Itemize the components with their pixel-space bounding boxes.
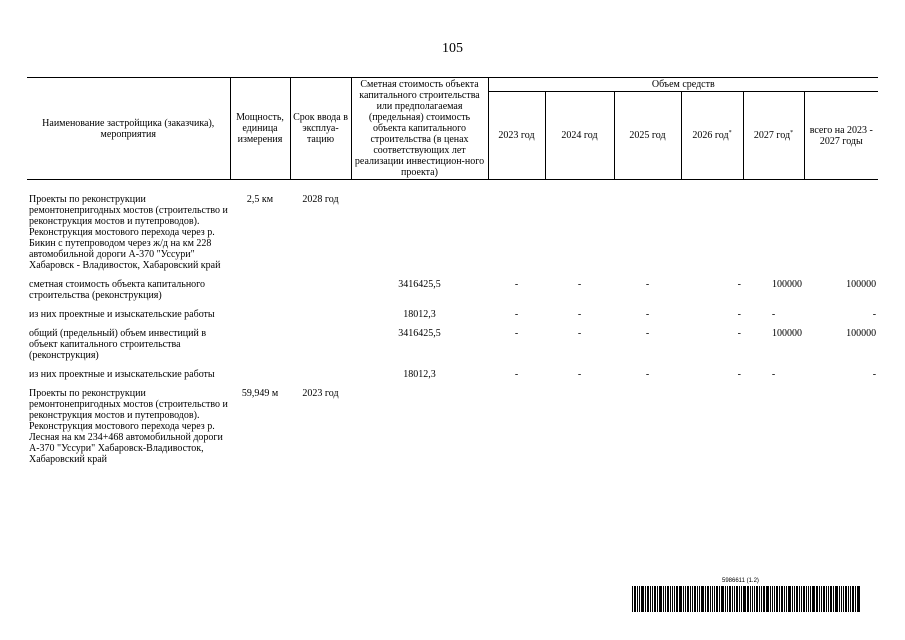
- row-capacity: [230, 279, 290, 301]
- row-value-2026: [681, 194, 743, 271]
- barcode-stripe: [685, 586, 686, 612]
- row-value-2027: 100000: [772, 328, 802, 339]
- barcode-stripe: [716, 586, 718, 612]
- row-value-2023: -: [514, 309, 519, 320]
- row-term: [290, 279, 351, 301]
- row-capacity: 59,949 м: [241, 388, 279, 399]
- header-estimate: Сметная стоимость объекта капитального строительства или предполагаемая (предельная) стоимость объекта капитального строительства (в ценах соответствующих лет реализации инвестицион-ного проекта): [351, 78, 488, 180]
- barcode-stripe: [652, 586, 653, 612]
- page-number: 105: [442, 41, 463, 56]
- row-value-2026: [681, 388, 743, 465]
- barcode-stripe: [692, 586, 693, 612]
- row-term: 2023 год: [302, 388, 339, 399]
- barcode-stripe: [852, 586, 854, 612]
- barcode-stripe: [770, 586, 771, 612]
- row-value-total: -: [872, 309, 877, 320]
- row-value-2023: [488, 194, 545, 271]
- barcode-stripe: [729, 586, 731, 612]
- table-row: [27, 194, 878, 271]
- header-year-2024: 2024 год: [545, 92, 614, 180]
- barcode-stripe: [736, 586, 738, 612]
- row-value-2024: -: [577, 309, 582, 320]
- barcode-stripe: [828, 586, 829, 612]
- barcode-icon: [632, 586, 879, 612]
- row-term: 2028 год: [302, 194, 339, 205]
- barcode-stripe: [697, 586, 698, 612]
- row-name: Проекты по реконструкции ремонтонепригодных мостов (строительство и реконструкция мостов и путепроводов). Реконструкция мостового перехода через р. Лесная на км 234+468 автомобильной дороги А-370 "Уссури" Хабаровск-Владивосток, Хабаровский край: [29, 388, 228, 465]
- barcode-stripe: [850, 586, 851, 612]
- row-term: [290, 309, 351, 320]
- row-value-2025: -: [645, 369, 650, 380]
- barcode-stripe: [676, 586, 678, 612]
- row-capacity: [230, 328, 290, 361]
- barcode-stripe: [772, 586, 773, 612]
- row-value-2026: -: [737, 279, 741, 290]
- barcode-stripe: [823, 586, 825, 612]
- barcode-stripe: [687, 586, 689, 612]
- row-capacity: 2,5 км: [246, 194, 274, 205]
- row-value-2024: [545, 194, 614, 271]
- barcode-stripe: [812, 586, 815, 612]
- barcode-stripe: [839, 586, 840, 612]
- barcode-stripe: [794, 586, 795, 612]
- barcode-stripe: [654, 586, 656, 612]
- barcode-stripe: [833, 586, 834, 612]
- row-estimate: 18012,3: [403, 369, 436, 380]
- barcode-stripe: [810, 586, 811, 612]
- barcode-stripe: [710, 586, 711, 612]
- barcode-stripe: [672, 586, 673, 612]
- row-value-2027: [743, 388, 804, 465]
- barcode-stripe: [683, 586, 684, 612]
- row-value-total: 100000: [846, 279, 877, 290]
- row-value-total: [804, 388, 878, 465]
- row-value-2027: [743, 194, 804, 271]
- row-capacity: [230, 309, 290, 320]
- barcode-stripe: [734, 586, 735, 612]
- header-year-2027: 2027 год*: [743, 92, 804, 180]
- barcode-stripe: [663, 586, 664, 612]
- row-value-2027: -: [771, 369, 776, 380]
- barcode-stripe: [803, 586, 805, 612]
- barcode-stripe: [806, 586, 807, 612]
- row-estimate: 3416425,5: [398, 328, 441, 339]
- row-value-2023: -: [514, 369, 519, 380]
- barcode-stripe: [776, 586, 778, 612]
- row-value-2024: [545, 388, 614, 465]
- row-value-2023: -: [514, 279, 519, 290]
- barcode-stripe: [667, 586, 669, 612]
- barcode-stripe: [763, 586, 765, 612]
- barcode-stripe: [843, 586, 844, 612]
- barcode-stripe: [659, 586, 662, 612]
- row-term: [290, 328, 351, 361]
- barcode-stripe: [647, 586, 649, 612]
- barcode-stripe: [819, 586, 820, 612]
- barcode-stripe: [641, 586, 644, 612]
- barcode-stripe: [781, 586, 783, 612]
- barcode-stripe: [694, 586, 696, 612]
- barcode-stripe: [747, 586, 749, 612]
- barcode-stripe: [665, 586, 666, 612]
- header-capacity: Мощность, единица измерения: [230, 78, 290, 180]
- barcode-stripe: [857, 586, 860, 612]
- table-row: [27, 328, 878, 361]
- barcode-stripe: [752, 586, 753, 612]
- row-name: общий (предельный) объем инвестиций в объект капитального строительства (реконструкция): [29, 328, 207, 361]
- row-name: из них проектные и изыскательские работы: [29, 309, 215, 320]
- barcode-stripe: [801, 586, 802, 612]
- barcode-stripe: [761, 586, 762, 612]
- barcode-stripe: [808, 586, 809, 612]
- barcode-stripe: [701, 586, 704, 612]
- barcode-stripe: [835, 586, 838, 612]
- barcode-stripe: [632, 586, 633, 612]
- barcode-stripe: [786, 586, 787, 612]
- barcode-stripe: [759, 586, 760, 612]
- barcode-stripe: [750, 586, 751, 612]
- table-row: [27, 309, 878, 320]
- row-value-total: 100000: [846, 328, 877, 339]
- row-name: из них проектные и изыскательские работы: [29, 369, 215, 380]
- barcode-stripe: [816, 586, 818, 612]
- barcode-stripe: [634, 586, 636, 612]
- row-value-2025: [614, 194, 681, 271]
- barcode-stripe: [650, 586, 651, 612]
- table-row: [27, 388, 878, 465]
- row-value-2026: -: [737, 328, 741, 339]
- barcode-stripe: [821, 586, 822, 612]
- barcode-label: 5986611 (1.2): [722, 578, 759, 584]
- barcode-stripe: [766, 586, 769, 612]
- row-estimate: [351, 388, 488, 465]
- barcode-stripe: [796, 586, 798, 612]
- barcode-stripe: [799, 586, 800, 612]
- barcode-stripe: [727, 586, 728, 612]
- row-value-2023: -: [514, 328, 519, 339]
- barcode-stripe: [657, 586, 658, 612]
- header-name: Наименование застройщика (заказчика), мероприятия: [27, 78, 230, 180]
- header-year-2025: 2025 год: [614, 92, 681, 180]
- barcode-stripe: [725, 586, 726, 612]
- barcode-stripe: [743, 586, 746, 612]
- row-term: [290, 369, 351, 380]
- investment-table: [27, 77, 878, 465]
- row-estimate: [351, 194, 488, 271]
- barcode-stripe: [779, 586, 780, 612]
- barcode-stripe: [719, 586, 720, 612]
- row-value-2025: -: [645, 279, 650, 290]
- row-value-2024: -: [577, 328, 582, 339]
- barcode-stripe: [637, 586, 638, 612]
- barcode-stripe: [679, 586, 682, 612]
- barcode-stripe: [699, 586, 700, 612]
- barcode-stripe: [855, 586, 856, 612]
- barcode-stripe: [714, 586, 715, 612]
- barcode-stripe: [721, 586, 724, 612]
- barcode-stripe: [848, 586, 849, 612]
- header-total: всего на 2023 - 2027 годы: [804, 92, 878, 180]
- row-value-2027: 100000: [772, 279, 802, 290]
- barcode-stripe: [756, 586, 758, 612]
- barcode-stripe: [639, 586, 640, 612]
- row-value-2025: -: [645, 328, 650, 339]
- barcode-stripe: [774, 586, 775, 612]
- header-funds: Объем средств: [488, 78, 878, 92]
- barcode-stripe: [845, 586, 847, 612]
- row-estimate: 18012,3: [403, 309, 436, 320]
- barcode-stripe: [674, 586, 675, 612]
- barcode-stripe: [705, 586, 706, 612]
- barcode-stripe: [841, 586, 842, 612]
- barcode-stripe: [826, 586, 827, 612]
- row-value-2023: [488, 388, 545, 465]
- row-value-2027: -: [771, 309, 776, 320]
- table-row: [27, 369, 878, 380]
- table-row: [27, 279, 878, 301]
- barcode-stripe: [670, 586, 671, 612]
- row-value-2024: -: [577, 369, 582, 380]
- barcode-stripe: [645, 586, 646, 612]
- barcode-stripe: [741, 586, 742, 612]
- row-value-2025: [614, 388, 681, 465]
- barcode-stripe: [707, 586, 709, 612]
- row-value-total: -: [872, 369, 877, 380]
- barcode-stripe: [792, 586, 793, 612]
- row-estimate: 3416425,5: [398, 279, 441, 290]
- header-commissioning: Срок ввода в эксплуа-тацию: [290, 78, 351, 180]
- row-capacity: [230, 369, 290, 380]
- barcode-stripe: [754, 586, 755, 612]
- row-value-2024: -: [577, 279, 582, 290]
- barcode-stripe: [784, 586, 785, 612]
- header-year-2026: 2026 год*: [681, 92, 743, 180]
- barcode-stripe: [788, 586, 791, 612]
- row-value-2025: -: [645, 309, 650, 320]
- barcode-stripe: [739, 586, 740, 612]
- barcode-stripe: [732, 586, 733, 612]
- header-year-2023: 2023 год: [488, 92, 545, 180]
- row-value-2026: -: [737, 369, 741, 380]
- row-value-total: [804, 194, 878, 271]
- barcode-stripe: [830, 586, 832, 612]
- barcode-stripe: [690, 586, 691, 612]
- row-name: Проекты по реконструкции ремонтонепригодных мостов (строительство и реконструкция мостов и путепроводов). Реконструкция мостового перехода через р. Бикин с путепроводом через ж/д на км 228 автомобильной дороги А-370 "Уссури" Хабаровск - Владивосток, Хабаровский край: [29, 194, 228, 271]
- barcode-stripe: [712, 586, 713, 612]
- row-value-2026: -: [737, 309, 741, 320]
- row-name: сметная стоимость объекта капитального строительства (реконструкция): [29, 279, 206, 301]
